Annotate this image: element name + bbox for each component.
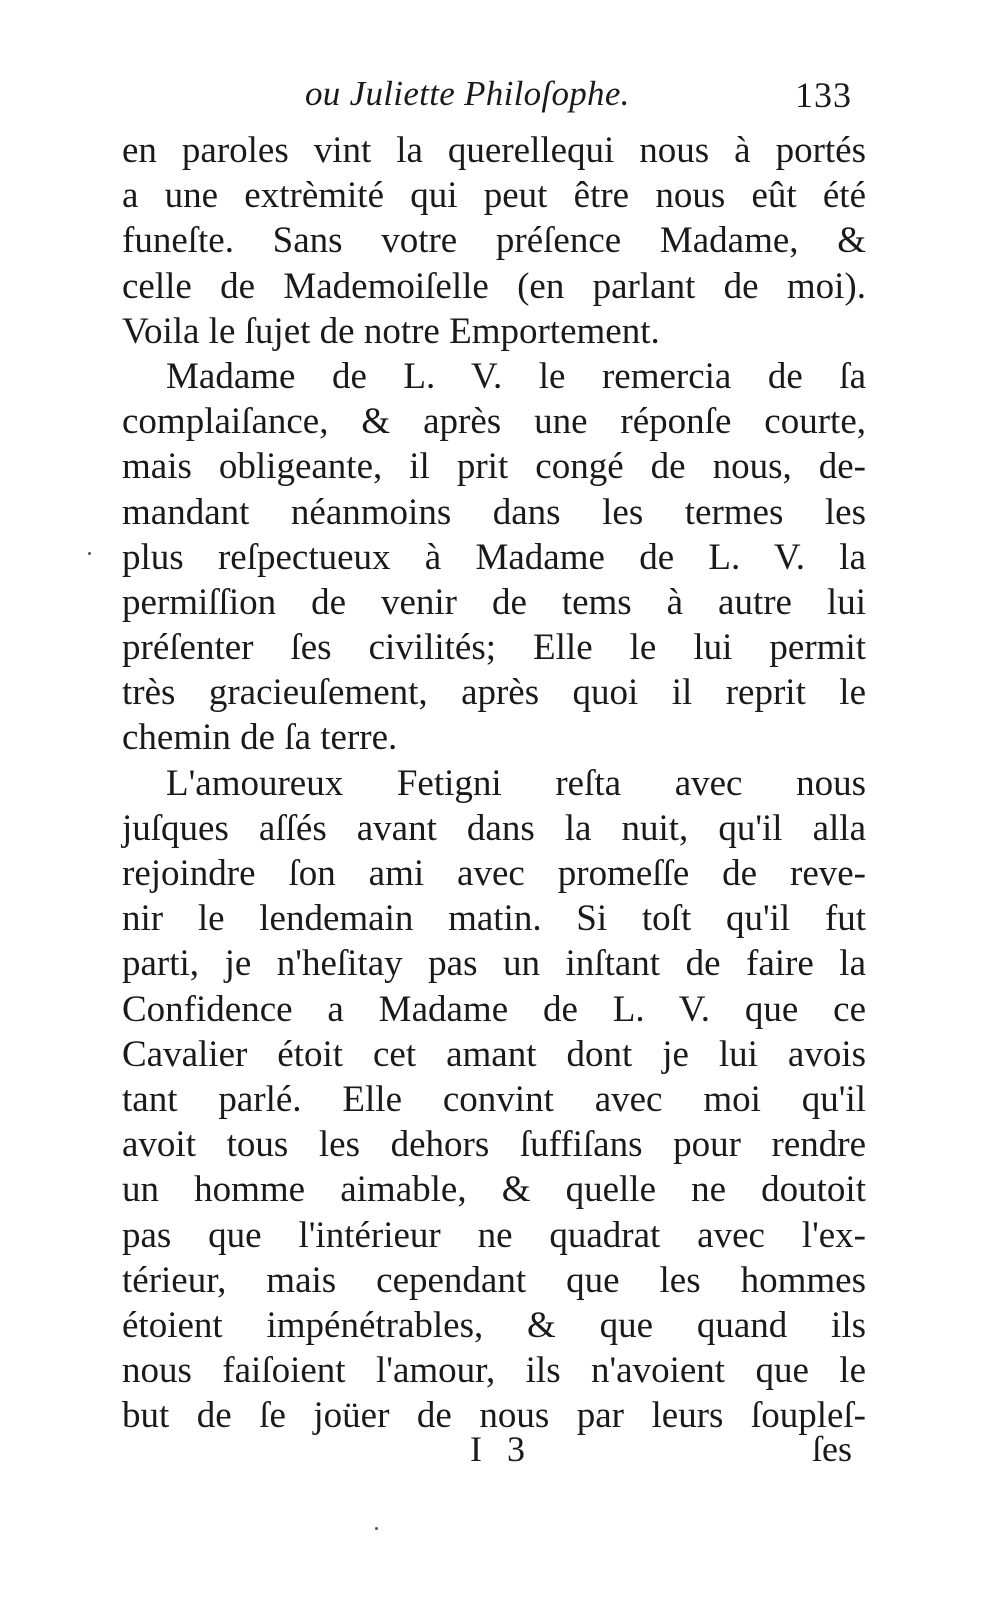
page-number: 133 (795, 75, 852, 115)
text-line: pas que l'intérieur ne quadrat avec l'ex- (122, 1214, 866, 1256)
text-line: étoient impénétrables, & que quand ils (122, 1304, 866, 1346)
paper-speck (88, 552, 91, 555)
text-line: tant parlé. Elle convint avec moi qu'il (122, 1078, 866, 1120)
text-line: chemin de ſa terre. (122, 717, 398, 759)
text-line: but de ſe joüer de nous par leurs ſoupleſ- (122, 1395, 866, 1437)
text-line: complaiſance, & après une réponſe courte, (122, 401, 866, 443)
text-line: a une extrèmité qui peut être nous eût été (122, 175, 866, 217)
text-line: mais obligeante, il prit congé de nous, de- (122, 446, 866, 488)
running-title: ou Juliette Philoſophe. (305, 74, 630, 113)
text-line: funeſte. Sans votre préſence Madame, & (122, 220, 866, 262)
text-line: parti, je n'heſitay pas un inſtant de faire la (122, 943, 866, 985)
text-line: un homme aimable, & quelle ne doutoit (122, 1169, 866, 1211)
text-line: térieur, mais cependant que les hommes (122, 1259, 866, 1301)
body-text (122, 128, 866, 1438)
catchword: ſes (812, 1429, 852, 1469)
signature-mark: I 3 (470, 1429, 533, 1469)
text-line: juſques aſſés avant dans la nuit, qu'il alla (122, 807, 866, 849)
text-line: Voila le ſujet de notre Emportement. (122, 310, 660, 352)
text-line: Madame de L. V. le remercia de ſa (166, 355, 866, 397)
text-line: Cavalier étoit cet amant dont je lui avois (122, 1033, 866, 1075)
page-footer (122, 1428, 866, 1478)
text-line: avoit tous les dehors ſuffiſans pour rendre (122, 1124, 866, 1166)
text-line: rejoindre ſon ami avec promeſſe de reve- (122, 853, 866, 894)
text-line: en paroles vint la querellequi nous à portés (122, 130, 866, 171)
text-line: plus reſpectueux à Madame de L. V. la (122, 536, 866, 578)
running-head (120, 74, 860, 124)
text-line: Confidence a Madame de L. V. que ce (122, 988, 866, 1030)
text-line: préſenter ſes civilités; Elle le lui permit (122, 627, 866, 669)
text-line: nous faiſoient l'amour, ils n'avoient que le (122, 1350, 866, 1392)
paper-speck (375, 1527, 378, 1530)
text-line: permiſſion de venir de tems à autre lui (122, 581, 866, 623)
text-line: celle de Mademoiſelle (en parlant de moi). (122, 265, 866, 307)
text-line: mandant néanmoins dans les termes les (122, 491, 866, 533)
text-line: nir le lendemain matin. Si toſt qu'il fut (122, 898, 866, 940)
text-line: très gracieuſement, après quoi il reprit le (122, 672, 866, 714)
text-line: L'amoureux Fetigni reſta avec nous (166, 762, 866, 804)
